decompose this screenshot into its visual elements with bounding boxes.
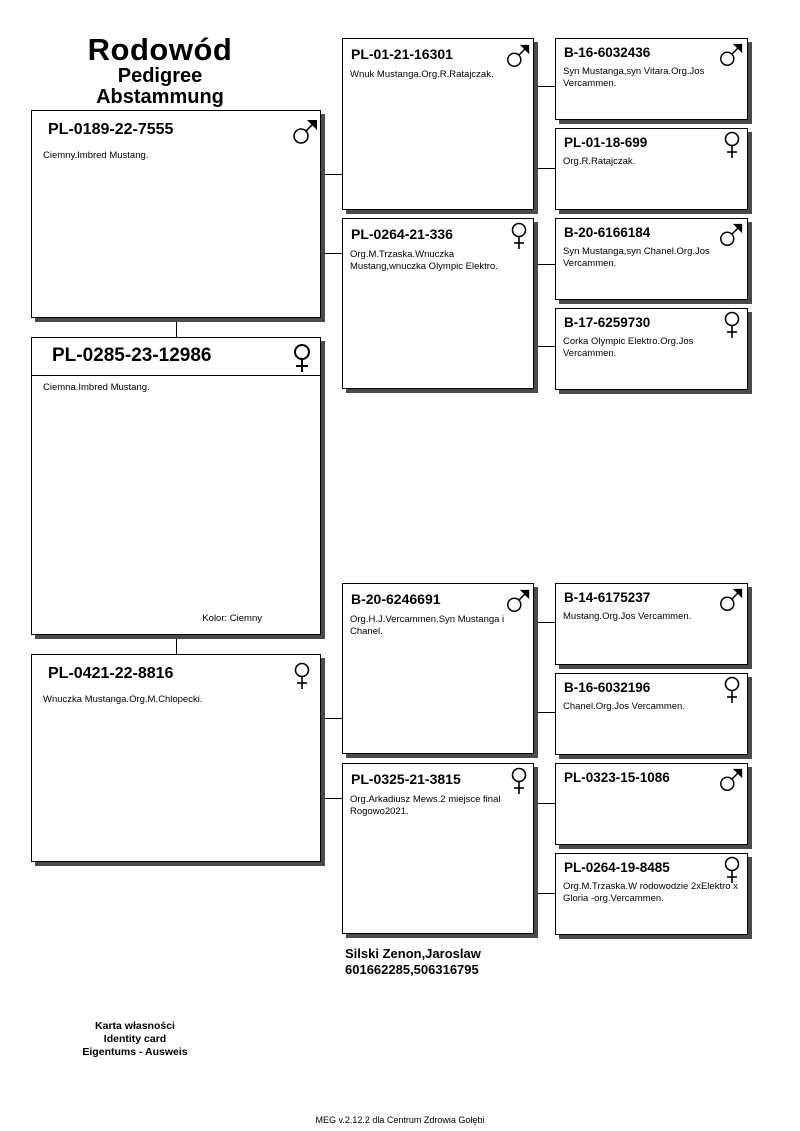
connector-line xyxy=(176,634,177,655)
female-icon xyxy=(722,676,742,704)
connector-line xyxy=(533,803,556,804)
connector-line xyxy=(320,798,343,799)
software-footer: MEG v.2.12.2 dla Centrum Zdrowia Gołębi xyxy=(315,1115,485,1125)
connector-line xyxy=(320,718,343,719)
male-icon xyxy=(505,588,531,614)
connector-line xyxy=(533,893,556,894)
grandparent-card xyxy=(342,583,534,754)
subject-divider xyxy=(32,375,320,376)
great-grandparent-card xyxy=(555,763,748,845)
connector-line xyxy=(533,712,556,713)
grandparent-description: Org.M.Trzaska.Wnuczka Mustang,wnuczka Olympic Elektro. xyxy=(350,249,498,272)
connector-line xyxy=(320,253,343,254)
subject-color: Kolor: Ciemny xyxy=(202,613,262,624)
female-icon xyxy=(722,311,742,339)
female-icon xyxy=(291,343,313,373)
identity-card-label xyxy=(60,1020,210,1059)
great-grandparent-description: Org.R.Ratajczak. xyxy=(563,156,636,167)
title-polish: Rodowód xyxy=(87,32,233,67)
great-grandparent-ring-number: B-20-6166184 xyxy=(564,225,651,240)
male-icon xyxy=(718,42,744,68)
grandparent-ring-number: PL-0264-21-336 xyxy=(351,226,453,242)
great-grandparent-card xyxy=(555,218,748,300)
male-icon xyxy=(505,43,531,69)
great-grandparent-card xyxy=(555,308,748,390)
great-grandparent-description: Chanel.Org.Jos Vercammen. xyxy=(563,701,685,712)
female-icon xyxy=(722,131,742,159)
grandparent-description: Wnuk Mustanga.Org.R.Ratajczak. xyxy=(350,69,494,80)
sire-description: Ciemny.Imbred Mustang. xyxy=(43,150,149,161)
subject-card xyxy=(31,337,321,635)
title-english: Pedigree xyxy=(117,65,203,87)
sire-ring-number: PL-0189-22-7555 xyxy=(48,121,174,138)
female-icon xyxy=(509,767,529,795)
title-german: Abstammung xyxy=(96,86,224,108)
great-grandparent-description: Corka Olympic Elektro.Org.Jos Vercammen. xyxy=(563,336,694,359)
great-grandparent-card xyxy=(555,853,748,935)
grandparent-description: Org.H.J.Vercammen.Syn Mustanga i Chanel. xyxy=(350,614,505,637)
subject-description: Ciemna.Imbred Mustang. xyxy=(43,382,150,393)
great-grandparent-ring-number: B-16-6032436 xyxy=(564,45,651,60)
male-icon xyxy=(718,587,744,613)
great-grandparent-description: Mustang.Org.Jos Vercammen. xyxy=(563,611,692,622)
connector-line xyxy=(533,168,556,169)
grandparent-card xyxy=(342,218,534,389)
owner-name: Silski Zenon,Jaroslaw xyxy=(345,946,481,961)
grandparent-ring-number: PL-0325-21-3815 xyxy=(351,771,461,787)
great-grandparent-card xyxy=(555,583,748,665)
connector-line xyxy=(176,317,177,338)
id-card-english: Identity card xyxy=(103,1033,167,1045)
dam-card xyxy=(31,654,321,862)
male-icon xyxy=(291,118,319,146)
connector-line xyxy=(533,264,556,265)
male-icon xyxy=(718,767,744,793)
great-grandparent-ring-number: B-16-6032196 xyxy=(564,680,651,695)
connector-line xyxy=(533,346,556,347)
id-card-polish: Karta własności xyxy=(95,1020,175,1032)
dam-ring-number: PL-0421-22-8816 xyxy=(48,665,174,682)
grandparent-ring-number: PL-01-21-16301 xyxy=(351,46,453,62)
great-grandparent-description: Syn Mustanga,syn Chanel.Org.Jos Vercammen. xyxy=(563,246,710,269)
female-icon xyxy=(292,662,312,690)
great-grandparent-ring-number: B-14-6175237 xyxy=(564,590,651,605)
dam-description: Wnuczka Mustanga.Org.M.Chlopecki. xyxy=(43,694,203,705)
male-icon xyxy=(718,222,744,248)
grandparent-description: Org.Arkadiusz Mews.2 miejsce final Rogowo2021. xyxy=(350,794,501,817)
great-grandparent-description: Org.M.Trzaska.W rodowodzie 2xElektro x Gloria -org.Vercammen. xyxy=(563,881,738,904)
connector-line xyxy=(533,86,556,87)
female-icon xyxy=(722,856,742,884)
connector-line xyxy=(533,622,556,623)
great-grandparent-ring-number: PL-01-18-699 xyxy=(564,135,648,150)
great-grandparent-card xyxy=(555,128,748,210)
female-icon xyxy=(509,222,529,250)
owner-phone: 601662285,506316795 xyxy=(345,962,479,977)
great-grandparent-card xyxy=(555,38,748,120)
great-grandparent-ring-number: PL-0323-15-1086 xyxy=(564,770,670,785)
sire-card xyxy=(31,110,321,318)
connector-line xyxy=(320,174,343,175)
pedigree-title xyxy=(60,34,260,107)
great-grandparent-description: Syn Mustanga,syn Vitara.Org.Jos Vercammen. xyxy=(563,66,705,89)
subject-ring-number: PL-0285-23-12986 xyxy=(52,345,212,366)
owner-info xyxy=(345,946,481,978)
grandparent-card xyxy=(342,38,534,210)
grandparent-ring-number: B-20-6246691 xyxy=(351,591,441,607)
great-grandparent-ring-number: PL-0264-19-8485 xyxy=(564,860,670,875)
great-grandparent-ring-number: B-17-6259730 xyxy=(564,315,651,330)
great-grandparent-card xyxy=(555,673,748,755)
grandparent-card xyxy=(342,763,534,934)
id-card-german: Eigentums - Ausweis xyxy=(82,1046,188,1058)
